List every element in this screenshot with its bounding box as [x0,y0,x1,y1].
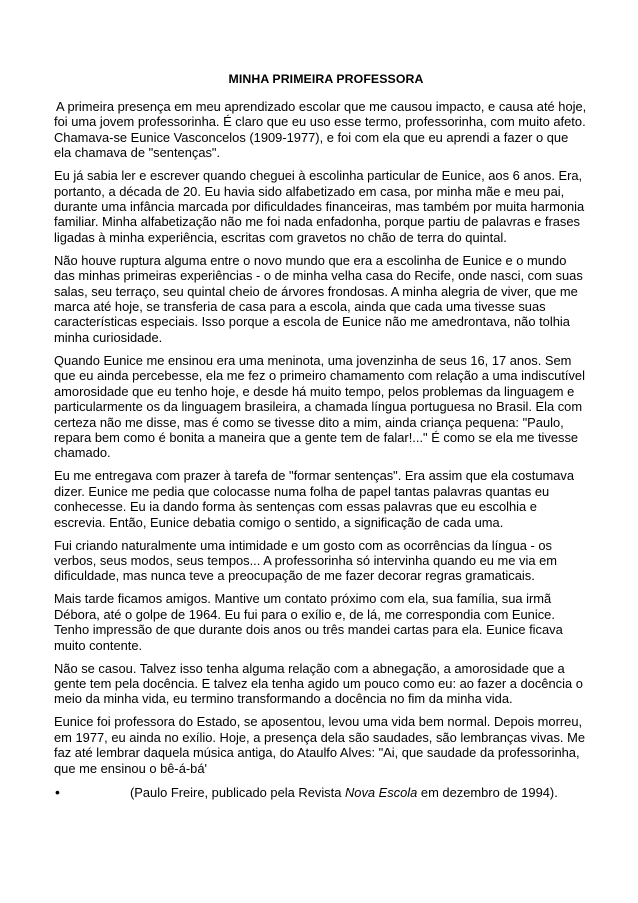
paragraph-9: Eunice foi professora do Estado, se aposentou, levou uma vida bem normal. Depois morreu, em 1977, eu ainda no exílio. Hoje, a presença dela são saudades, são lembranças vivas. Me faz até lembrar daquela música antiga, do Ataulfo Alves: "Ai, que saudade da professorinha, que me ensinou o bê-á-bá' [54,714,585,776]
paragraph-7: Mais tarde ficamos amigos. Mantive um contato próximo com ela, sua família, sua irmã Débora, até o golpe de 1964. Eu fui para o exílio e, de lá, me correspondia com Eunice. Tenho impressão de que durante dois anos ou três mandei cartas para ela. Eunice ficava muito contente. [54,591,563,653]
citation [54,785,588,800]
paragraph-8: Não se casou. Talvez isso tenha alguma relação com a abnegação, a amorosidade que a gente tem pela docência. E talvez ela tenha agido um pouco como eu: ao fazer a docência o meio da minha vida, eu termino transformando a docência no fim da minha vida. [54,660,583,707]
paragraph-5: Eu me entregava com prazer à tarefa de "formar sentenças". Era assim que ela costumava dizer. Eunice me pedia que colocasse numa folha de papel tantas palavras quantas eu conhecesse. Eu ia dando forma às sentenças com essas palavras que eu escolhia e escrevia. Então, Eunice debatia comigo o sentido, a significação de cada uma. [54,468,575,530]
paragraph-4: Quando Eunice me ensinou era uma meninota, uma jovenzinha de seus 16, 17 anos. Sem que eu ainda percebesse, ela me fez o primeiro chamamento com relação a uma indiscutível amorosidade que eu tenho hoje, e desde há muito tempo, pelos problemas da linguagem e particularmente os da linguagem brasileira, a chamada língua portuguesa no Brasil. Ela com certeza não me disse, mas é como se tivesse dito a mim, ainda criança pequena: "Paulo, repara bem como é bonita a maneira que a gente tem de falar!..." É como se ela me tivesse chamado. [54,352,585,461]
paragraph-1: A primeira presença em meu aprendizado escolar que me causou impacto, e causa até hoje, foi uma jovem professorinha. É claro que eu uso esse termo, professorinha, com muito afeto. Chamava-se Eunice Vasconcelos (1909-1977), e foi com ela que eu aprendi a fazer o que ela chamava de "sentenças". [54,99,587,161]
page-title: MINHA PRIMEIRA PROFESSORA [228,72,424,86]
paragraph-3: Não houve ruptura alguma entre o novo mundo que era a escolinha de Eunice e o mundo das minhas primeiras experiências - o de minha velha casa do Recife, onde nasci, com suas salas, seu terraço, seu quintal cheio de árvores frondosas. A minha alegria de viver, que me marca até hoje, se transferia de casa para a escola, ainda que cada uma tivesse suas características especiais. Isso porque a escola de Eunice não me amedrontava, não tolhia minha curiosidade. [54,252,583,345]
bullet-icon: • [55,784,60,800]
paragraph-6: Fui criando naturalmente uma intimidade e um gosto com as ocorrências da língua - os verbos, seus modos, seus tempos... A professorinha só intervinha quando eu me via em dificuldade, mas nunca teve a preocupação de me fazer decorar regras gramaticais. [54,537,558,584]
citation-before: (Paulo Freire, publicado pela Revista [130,785,345,800]
citation-after: em dezembro de 1994). [417,785,558,800]
paragraph-2: Eu já sabia ler e escrever quando cheguei à escolinha particular de Eunice, aos 6 anos. Era, portanto, a década de 20. Eu havia sido alfabetizado em casa, por minha mãe e meu pai, durante uma infância marcada por dificuldades financeiras, mas também por muita harmonia familiar. Minha alfabetização não me foi nada enfadonha, porque partiu de palavras e frases ligadas à minha experiência, escritas com gravetos no chão de terra do quintal. [54,168,585,245]
citation-magazine: Nova Escola [344,785,418,800]
